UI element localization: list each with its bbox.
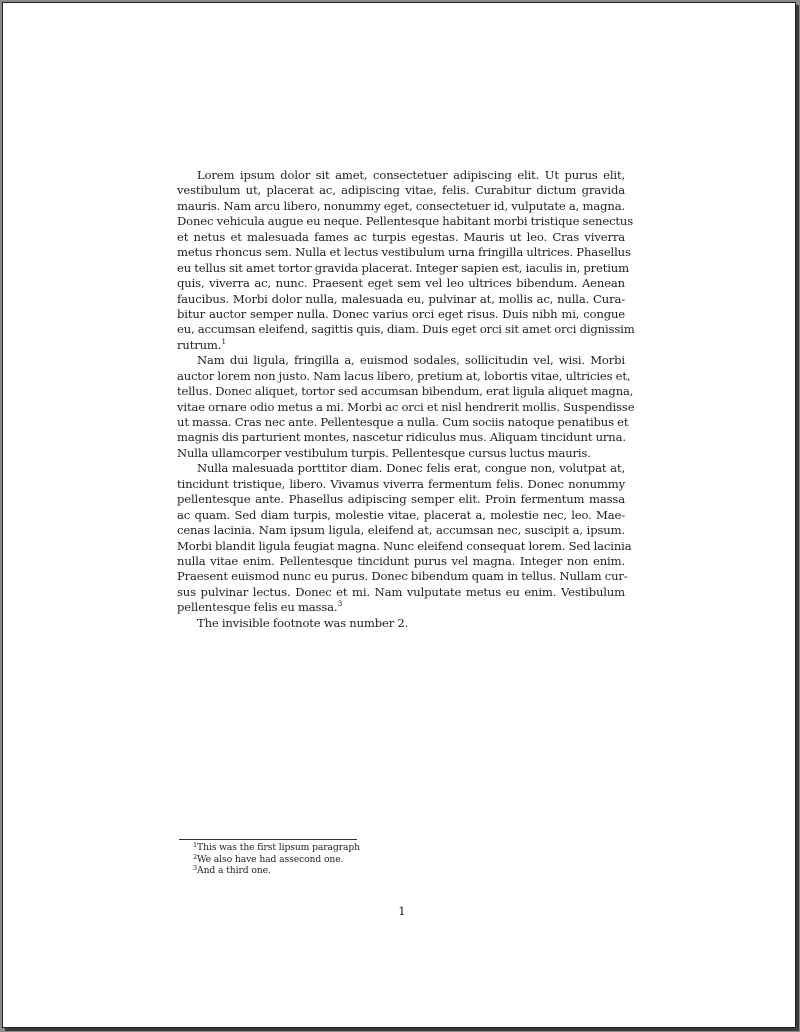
page-number: 1 bbox=[398, 904, 406, 918]
text-line: Donec vehicula augue eu neque. Pellentesque habitant morbi tristique senectus bbox=[177, 214, 634, 229]
text-line: Praesent euismod nunc eu purus. Donec bibendum quam in tellus. Nullam cur- bbox=[177, 569, 628, 584]
text-line-content: pellentesque felis eu massa. bbox=[177, 600, 338, 615]
footnote-rule bbox=[179, 839, 357, 840]
document-page bbox=[2, 2, 796, 1028]
text-line: tincidunt tristique, libero. Vivamus viverra fermentum felis. Donec nonummy bbox=[177, 476, 625, 491]
text-line: Lorem ipsum dolor sit amet, consectetuer adipiscing elit. Ut purus elit, bbox=[197, 168, 625, 182]
footnote-1 bbox=[193, 842, 360, 854]
text-line: metus rhoncus sem. Nulla et lectus vestibulum urna fringilla ultrices. Phasellus bbox=[177, 245, 631, 260]
text-line: ac quam. Sed diam turpis, molestie vitae, placerat a, molestie nec, leo. Mae- bbox=[177, 507, 625, 522]
body-text bbox=[177, 168, 635, 631]
footnote-text: We also have had assecond one. bbox=[197, 853, 344, 865]
text-line: sus pulvinar lectus. Donec et mi. Nam vulputate metus eu enim. Vestibulum bbox=[177, 584, 625, 599]
paragraph-3 bbox=[177, 461, 632, 615]
paragraph-4 bbox=[177, 616, 625, 631]
text-line: ut massa. Cras nec ante. Pellentesque a nulla. Cum sociis natoque penatibus et bbox=[177, 415, 629, 429]
paragraph-1 bbox=[177, 168, 635, 353]
footnote-text: This was the first lipsum paragraph bbox=[197, 842, 360, 853]
footnote-text: And a third one. bbox=[197, 865, 271, 876]
text-line: quis, viverra ac, nunc. Praesent eget sem vel leo ultrices bibendum. Aenean bbox=[177, 276, 625, 291]
text-line: cenas lacinia. Nam ipsum ligula, eleifend at, accumsan nec, suscipit a, ipsum. bbox=[177, 523, 625, 538]
footnote-mark: 1 bbox=[221, 336, 226, 346]
text-line-content: rutrum. bbox=[177, 337, 222, 352]
text-line: Morbi blandit ligula feugiat magna. Nunc eleifend consequat lorem. Sed lacinia bbox=[177, 538, 632, 553]
text-line: pellentesque ante. Phasellus adipiscing semper elit. Proin fermentum massa bbox=[177, 492, 625, 507]
text-line: mauris. Nam arcu libero, nonummy eget, consectetuer id, vulputate a, magna. bbox=[177, 198, 625, 213]
text-line: faucibus. Morbi dolor nulla, malesuada eu, pulvinar at, mollis ac, nulla. Cura- bbox=[177, 291, 625, 306]
text-line: auctor lorem non justo. Nam lacus libero, pretium at, lobortis vitae, ultricies et, bbox=[177, 368, 631, 383]
text-line: eu, accumsan eleifend, sagittis quis, diam. Duis eget orci sit amet orci dignissim bbox=[177, 322, 635, 337]
footnotes bbox=[193, 842, 360, 877]
text-line: tellus. Donec aliquet, tortor sed accumsan bibendum, erat ligula aliquet magna, bbox=[177, 384, 634, 399]
text-line: bitur auctor semper nulla. Donec varius orci eget risus. Duis nibh mi, congue bbox=[177, 306, 625, 321]
text-line: magnis dis parturient montes, nascetur ridiculus mus. Aliquam tincidunt urna. bbox=[177, 430, 626, 445]
footnote-3 bbox=[193, 865, 360, 877]
text-line: Nam dui ligula, fringilla a, euismod sodales, sollicitudin vel, wisi. Morbi bbox=[197, 353, 625, 368]
text-line: et netus et malesuada fames ac turpis egestas. Mauris ut leo. Cras viverra bbox=[177, 229, 625, 244]
text-line: vestibulum ut, placerat ac, adipiscing vitae, felis. Curabitur dictum gravida bbox=[177, 183, 625, 198]
text-line bbox=[177, 600, 625, 615]
footnote-number: 1 bbox=[193, 841, 198, 849]
text-line: nulla vitae enim. Pellentesque tincidunt purus vel magna. Integer non enim. bbox=[177, 553, 625, 568]
text-line: vitae ornare odio metus a mi. Morbi ac orci et nisl hendrerit mollis. Suspendisse bbox=[177, 399, 635, 414]
text-line: The invisible footnote was number 2. bbox=[197, 615, 409, 630]
paragraph-2 bbox=[177, 353, 635, 461]
text-line bbox=[177, 338, 625, 353]
footnote-2 bbox=[193, 854, 360, 866]
text-line: Nulla ullamcorper vestibulum turpis. Pellentesque cursus luctus mauris. bbox=[177, 445, 591, 460]
text-line: Nulla malesuada porttitor diam. Donec felis erat, congue non, volutpat at, bbox=[197, 461, 625, 476]
footnote-number: 3 bbox=[193, 864, 198, 872]
footnote-number: 2 bbox=[193, 852, 198, 861]
text-line: eu tellus sit amet tortor gravida placerat. Integer sapien est, iaculis in, pretium bbox=[177, 260, 629, 275]
footnote-mark: 3 bbox=[337, 599, 343, 609]
